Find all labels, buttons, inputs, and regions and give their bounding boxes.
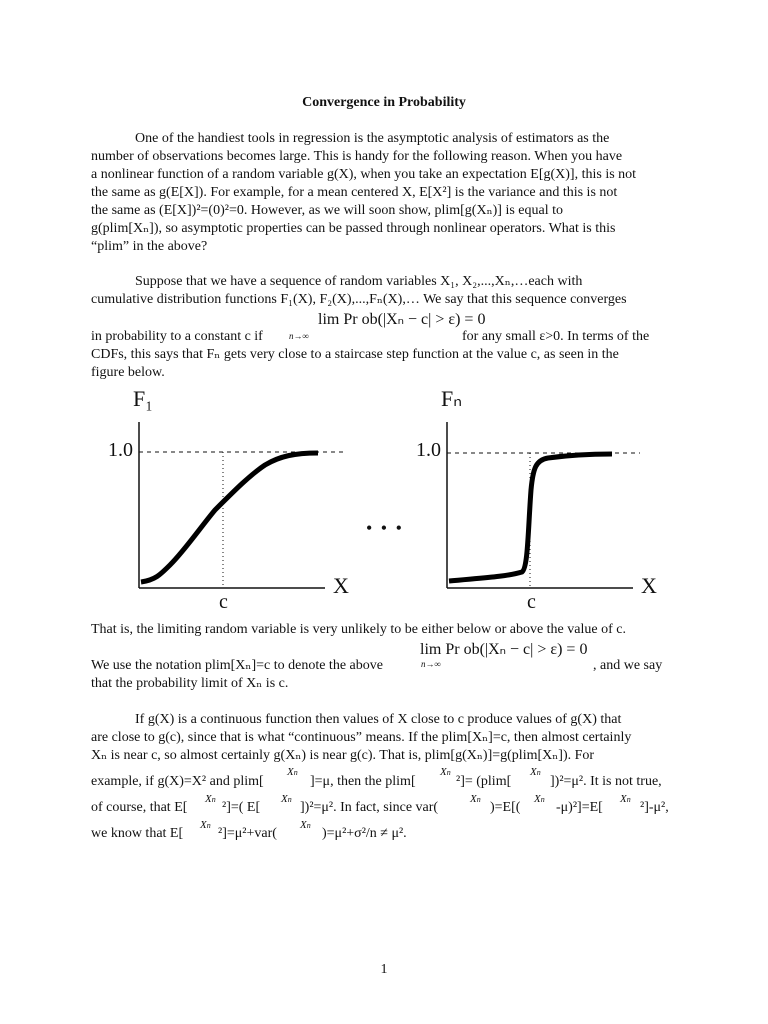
right-plot-label: Fₙ (441, 386, 463, 411)
para3-line1: That is, the limiting random variable is very unlikely to be either below or above the value of c. (91, 622, 626, 637)
para4-line1: If g(X) is a continuous function then values of X close to c produce values of g(X) that (135, 712, 622, 727)
right-c-label: c (527, 591, 536, 613)
xbar-9: Xn (200, 819, 211, 831)
para4-line4a: example, if g(X)=X² and plim[ (91, 774, 264, 789)
para4-line6a: we know that E[ (91, 826, 184, 841)
xbar-1: Xn (287, 766, 298, 778)
para1-line6: g(plim[Xₙ]), so asymptotic properties can be passed through nonlinear operators. What is this (91, 221, 616, 236)
para4-line2: are close to g(c), since that is what “continuous” means. If the plim[Xₙ]=c, then almost certainly (91, 730, 632, 745)
para1-line1: One of the handiest tools in regression is the asymptotic analysis of estimators as the (135, 131, 610, 146)
xbar-6: Xn (470, 793, 481, 805)
formula-2-sub: n→∞ (421, 659, 441, 669)
para2-line5: figure below. (91, 365, 165, 380)
para4-line3: Xₙ is near c, so almost certainly g(Xₙ) is near g(c). That is, plim[g(Xₙ)]=g(plim[Xₙ]). For (91, 748, 595, 763)
para4-line5a: of course, that E[ (91, 800, 188, 815)
right-y-tick: 1.0 (416, 439, 441, 461)
para1-line5: the same as (E[X])²=(0)²=0. However, as we will soon show, plim[g(Xₙ)] is equal to (91, 203, 563, 218)
para4-line4c: ²]= (plim[ (456, 774, 512, 789)
left-x-label: X (333, 573, 349, 598)
para3-line3: that the probability limit of Xₙ is c. (91, 676, 289, 691)
right-x-label: X (641, 573, 657, 598)
para2-line1: Suppose that we have a sequence of random variables X₁, X₂,...,Xₙ,…each with (135, 274, 583, 289)
formula-1: lim Pr ob(|Xₙ − c| > ε) = 0 (318, 311, 486, 328)
para1-line4: the same as g(E[X]). For example, for a mean centered X, E[X²] is the variance and this is not (91, 185, 618, 200)
para1-line2: number of observations becomes large. This is handy for the following reason. When you have (91, 149, 623, 164)
para1-line7: “plim” in the above? (91, 239, 208, 254)
left-plot-label: F₁ (133, 386, 153, 411)
ellipsis-dots: • • • (366, 518, 404, 538)
para2-line3: in probability to a constant c if (91, 329, 263, 344)
para4-line5b: ²]=( E[ (222, 800, 261, 815)
para4-line4d: ])²=μ². It is not true, (550, 774, 662, 789)
para3-line2: We use the notation plim[Xₙ]=c to denote the above (91, 658, 383, 673)
xbar-2: Xn (440, 766, 451, 778)
para2-line4: CDFs, this says that Fₙ gets very close to a staircase step function at the value c, as seen in the (91, 347, 619, 362)
xbar-5: Xn (281, 793, 292, 805)
para2-line2: cumulative distribution functions F₁(X), F₂(X),...,Fₙ(X),… We say that this sequence converges (91, 292, 627, 307)
formula-1-sub: n→∞ (289, 331, 309, 341)
left-c-label: c (219, 591, 228, 613)
para1-line3: a nonlinear function of a random variable g(X), when you take an expectation E[g(X)], this is not (91, 167, 637, 182)
xbar-7: Xn (534, 793, 545, 805)
para4-line5c: ])²=μ². In fact, since var( (300, 800, 439, 815)
xbar-8: Xn (620, 793, 631, 805)
para4-line6b: ²]=μ²+var( (218, 826, 277, 841)
left-y-tick: 1.0 (108, 439, 133, 461)
para4-line4b: ]=μ, then the plim[ (310, 774, 416, 789)
para4-line5e: -μ)²]=E[ (556, 800, 603, 815)
para4-line6c: )=μ²+σ²/n ≠ μ². (322, 826, 407, 841)
page-title: Convergence in Probability (302, 95, 466, 110)
xbar-10: Xn (300, 819, 311, 831)
xbar-3: Xn (530, 766, 541, 778)
xbar-4: Xn (205, 793, 216, 805)
page-number: 1 (380, 962, 388, 977)
para3-line2b: , and we say (593, 658, 663, 673)
para2-line3b: for any small ε>0. In terms of the (462, 329, 650, 344)
left-cdf-curve (141, 453, 318, 582)
formula-2: lim Pr ob(|Xₙ − c| > ε) = 0 (420, 641, 588, 658)
para4-line5d: )=E[( (490, 800, 521, 815)
para4-line5f: ²]-μ², (640, 800, 669, 815)
